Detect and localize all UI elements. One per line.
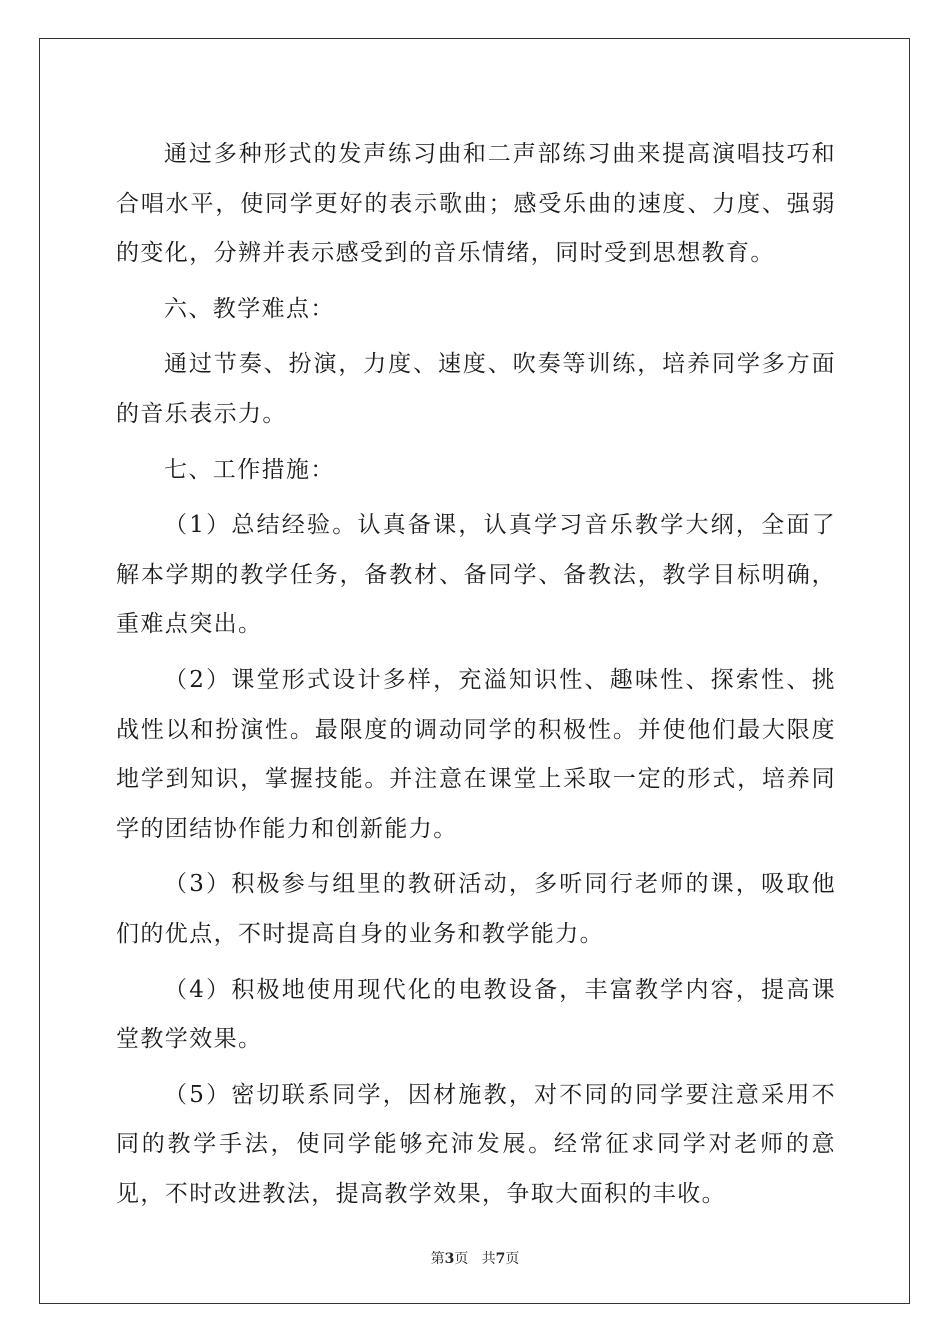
paragraph: （3）积极参与组里的教研活动，多听同行老师的课，吸取他们的优点，不时提高自身的业务和教学能力。 (116, 871, 836, 947)
paragraph: 通过多种形式的发声练习曲和二声部练习曲来提高演唱技巧和合唱水平，使同学更好的表示歌曲；感受乐曲的速度、力度、强弱的变化，分辨并表示感受到的音乐情绪，同时受到思想教育。 (116, 141, 836, 267)
page-prefix: 第 (430, 1251, 445, 1267)
total-pages-number: 7 (495, 1251, 506, 1267)
current-page-number: 3 (444, 1251, 455, 1267)
paragraph: （2）课堂形式设计多样，充溢知识性、趣味性、探索性、挑战性以和扮演性。最限度的调动同学的积极性。并使他们最大限度地学到知识，掌握技能。并注意在课堂上采取一定的形式，培养同学的团结协作能力和创新能力。 (116, 666, 836, 842)
document-body (116, 130, 836, 1225)
page-footer (0, 1248, 950, 1268)
page-suffix: 页 (454, 1251, 469, 1267)
paragraph: （4）积极地使用现代化的电教设备，丰富教学内容，提高课堂教学效果。 (116, 976, 836, 1053)
paragraph: 通过节奏、扮演，力度、速度、吹奏等训练，培养同学多方面的音乐表示力。 (116, 351, 836, 427)
section-heading: 七、工作措施： (164, 456, 335, 483)
total-prefix: 共 (481, 1251, 496, 1267)
paragraph: （1）总结经验。认真备课，认真学习音乐教学大纲，全面了解本学期的教学任务，备教材、备同学、备教法，教学目标明确，重难点突出。 (116, 512, 836, 638)
total-suffix: 页 (505, 1251, 520, 1267)
paragraph: （5）密切联系同学，因材施教，对不同的同学要注意采用不同的教学手法，使同学能够充沛发展。经常征求同学对老师的意见，不时改进教法，提高教学效果，争取大面积的丰收。 (116, 1081, 836, 1207)
section-heading: 六、教学难点： (164, 295, 335, 322)
